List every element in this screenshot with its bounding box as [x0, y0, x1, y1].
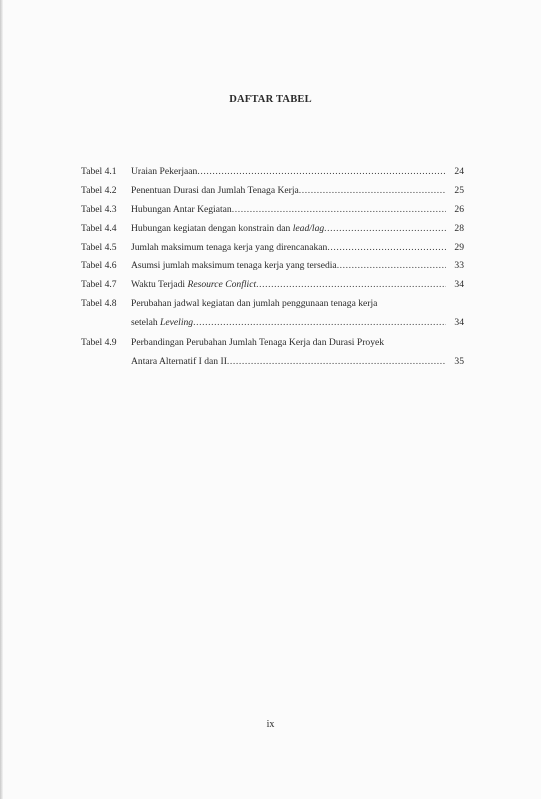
footer-page-number: ix: [266, 719, 275, 730]
table-caption: [131, 185, 446, 196]
list-item: [81, 204, 464, 223]
page-edge: [0, 0, 3, 799]
caption-italic: Leveling: [160, 317, 194, 329]
caption-text: setelah: [131, 317, 161, 329]
list-item: [81, 279, 464, 298]
caption-text: Perubahan jadwal kegiatan dan jumlah penggunaan tenaga kerja: [131, 298, 378, 310]
caption-text: Antara Alternatif I dan II: [131, 356, 227, 368]
caption-italic: lead/lag: [292, 222, 325, 234]
caption-text: Hubungan Antar Kegiatan: [131, 203, 232, 215]
page-number: 33: [454, 260, 464, 272]
page-number: 28: [454, 222, 464, 234]
table-caption: [131, 279, 446, 290]
dot-leader: [232, 204, 446, 215]
page-number: 29: [454, 241, 464, 253]
list-item-continuation: [81, 317, 464, 337]
caption-text: Asumsi jumlah maksimum tenaga kerja yang tersedia: [131, 260, 337, 272]
dot-leader: [327, 242, 446, 253]
dot-leader: [256, 279, 446, 290]
caption-text: Hubungan kegiatan dengan konstrain dan: [131, 222, 293, 234]
dot-leader: [193, 317, 446, 328]
dot-leader: [227, 356, 446, 367]
page-number: 25: [454, 184, 464, 196]
table-caption: [131, 166, 446, 177]
table-number: Tabel 4.9: [81, 337, 117, 349]
table-list: [81, 166, 464, 376]
dot-leader: [197, 166, 446, 177]
page-number: 26: [454, 203, 464, 215]
table-number: Tabel 4.7: [81, 279, 117, 291]
table-number: Tabel 4.1: [81, 166, 117, 177]
list-item: [81, 298, 464, 317]
table-caption: [131, 204, 446, 215]
list-item-continuation: [81, 356, 464, 376]
table-caption: [131, 223, 446, 234]
dot-leader: [324, 223, 446, 234]
table-number: Tabel 4.2: [81, 184, 117, 196]
table-caption: [131, 260, 446, 271]
list-item: [81, 337, 464, 356]
list-item: [81, 185, 464, 204]
caption-text: Penentuan Durasi dan Jumlah Tenaga Kerja: [131, 184, 299, 196]
list-item: [81, 223, 464, 242]
list-item: [81, 166, 464, 185]
caption-text: Perbandingan Perubahan Jumlah Tenaga Kerja dan Durasi Proyek: [131, 337, 385, 349]
dot-leader: [337, 260, 446, 271]
caption-text: Waktu Terjadi: [131, 279, 188, 291]
table-number: Tabel 4.3: [81, 203, 117, 215]
table-number: Tabel 4.6: [81, 260, 117, 272]
page-title: DAFTAR TABEL: [229, 94, 312, 105]
page-number: 34: [454, 317, 464, 329]
caption-text: Jumlah maksimum tenaga kerja yang direncanakan: [131, 241, 328, 253]
list-item: [81, 260, 464, 279]
dot-leader: [299, 185, 446, 196]
page-number: 34: [454, 279, 464, 291]
page-number: 35: [454, 356, 464, 368]
table-caption: [131, 242, 446, 253]
table-caption: [131, 356, 446, 367]
page-number: 24: [454, 166, 464, 177]
list-item: [81, 242, 464, 261]
caption-italic: Resource Conflict: [187, 279, 257, 291]
table-number: Tabel 4.4: [81, 222, 117, 234]
table-caption: [131, 317, 446, 328]
table-number: Tabel 4.5: [81, 241, 117, 253]
caption-text: Uraian Pekerjaan: [131, 166, 198, 177]
table-number: Tabel 4.8: [81, 298, 117, 310]
